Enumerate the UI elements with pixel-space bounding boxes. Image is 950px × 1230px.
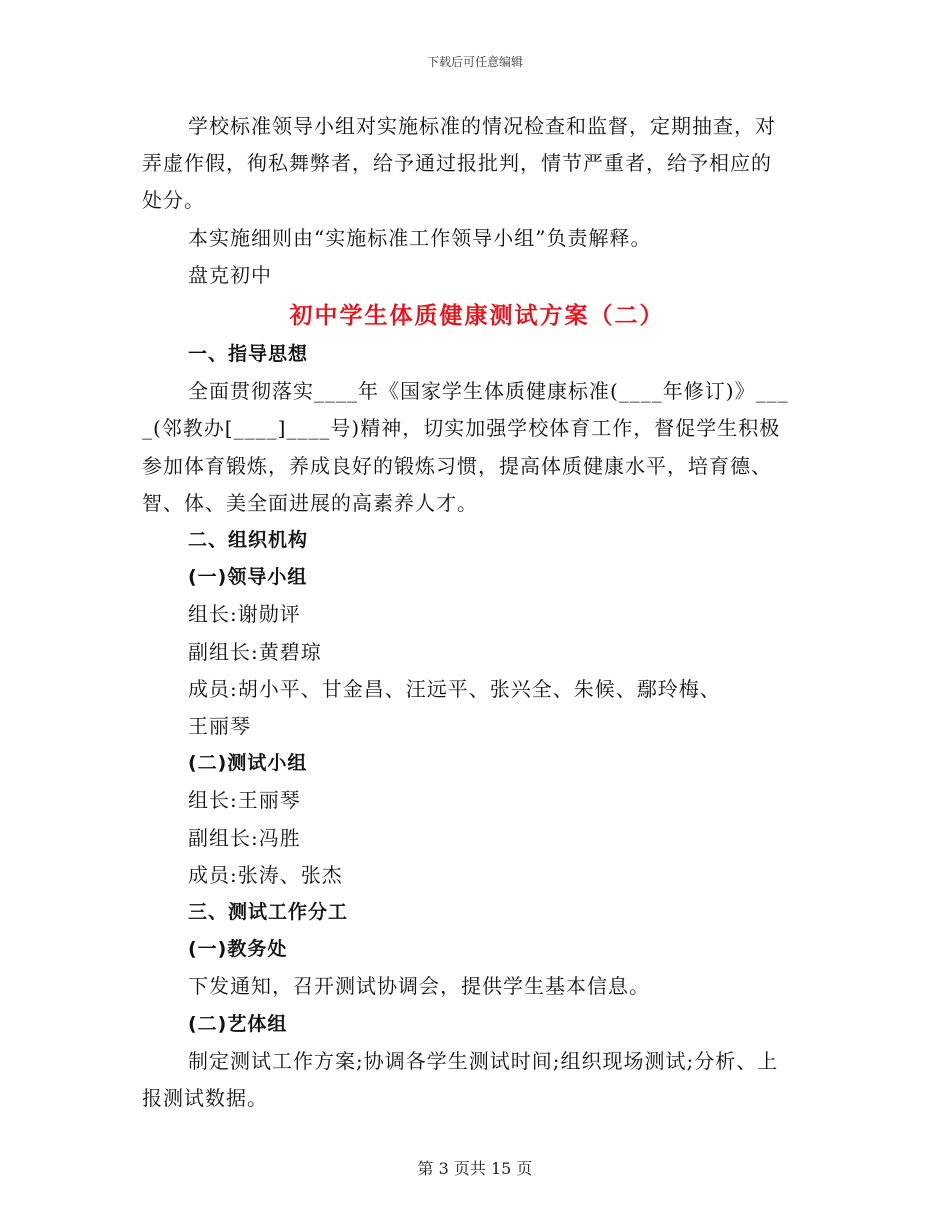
- section-heading: (一)教务处: [188, 938, 288, 961]
- page-footer: 第 3 页共 15 页: [417, 1159, 533, 1178]
- section-heading: 二、组织机构: [188, 529, 309, 552]
- text-line: 学校标准领导小组对实施标准的情况检查和监督，定期抽查，对: [188, 114, 776, 138]
- document-body: [142, 108, 812, 1117]
- content-section: [142, 336, 812, 1117]
- intro-section: [142, 108, 812, 294]
- text-line: 智、体、美全面进展的高素养人才。: [142, 490, 478, 515]
- page-header: 下载后可任意编辑: [426, 55, 523, 69]
- section-heading: (二)测试小组: [188, 752, 308, 775]
- document-title: 初中学生体质健康测试方案（二）: [289, 303, 665, 330]
- section-heading: 一、指导思想: [188, 343, 309, 366]
- section-heading: (一)领导小组: [188, 566, 308, 589]
- text-line: 处分。: [142, 188, 205, 213]
- text-line: 王丽琴: [188, 714, 251, 739]
- text-line: 副组长:冯胜: [188, 825, 301, 850]
- section-heading: (二)艺体组: [188, 1012, 288, 1035]
- text-line: 参加体育锻炼，养成良好的锻炼习惯，提高体质健康水平，培育德、: [142, 453, 772, 478]
- text-line: 成员:胡小平、甘金昌、汪远平、张兴全、朱候、鄢玲梅、: [188, 676, 721, 701]
- section-heading: 三、测试工作分工: [188, 901, 349, 924]
- text-line: 副组长:黄碧琼: [188, 639, 322, 664]
- text-line: 本实施细则由“实施标准工作领导小组”负责解释。: [188, 225, 652, 250]
- text-line: 全面贯彻落实____年《国家学生体质健康标准(____年修订)》___: [188, 379, 789, 404]
- text-line: 下发通知，召开测试协调会，提供学生基本信息。: [188, 974, 650, 999]
- text-line: 制定测试工作方案;协调各学生测试时间;组织现场测试;分析、上: [188, 1048, 779, 1073]
- text-line: 弄虚作假，徇私舞弊者，给予通过报批判，情节严重者，给予相应的: [142, 151, 772, 176]
- text-line: 组长:王丽琴: [188, 788, 301, 813]
- text-line: 成员:张涛、张杰: [188, 862, 343, 887]
- text-line: _(邻教办[____]____号)精神，切实加强学校体育工作，督促学生积极: [142, 416, 781, 441]
- text-line: 盘克初中: [188, 262, 272, 287]
- text-line: 组长:谢勋评: [188, 602, 301, 627]
- text-line: 报测试数据。: [142, 1086, 268, 1111]
